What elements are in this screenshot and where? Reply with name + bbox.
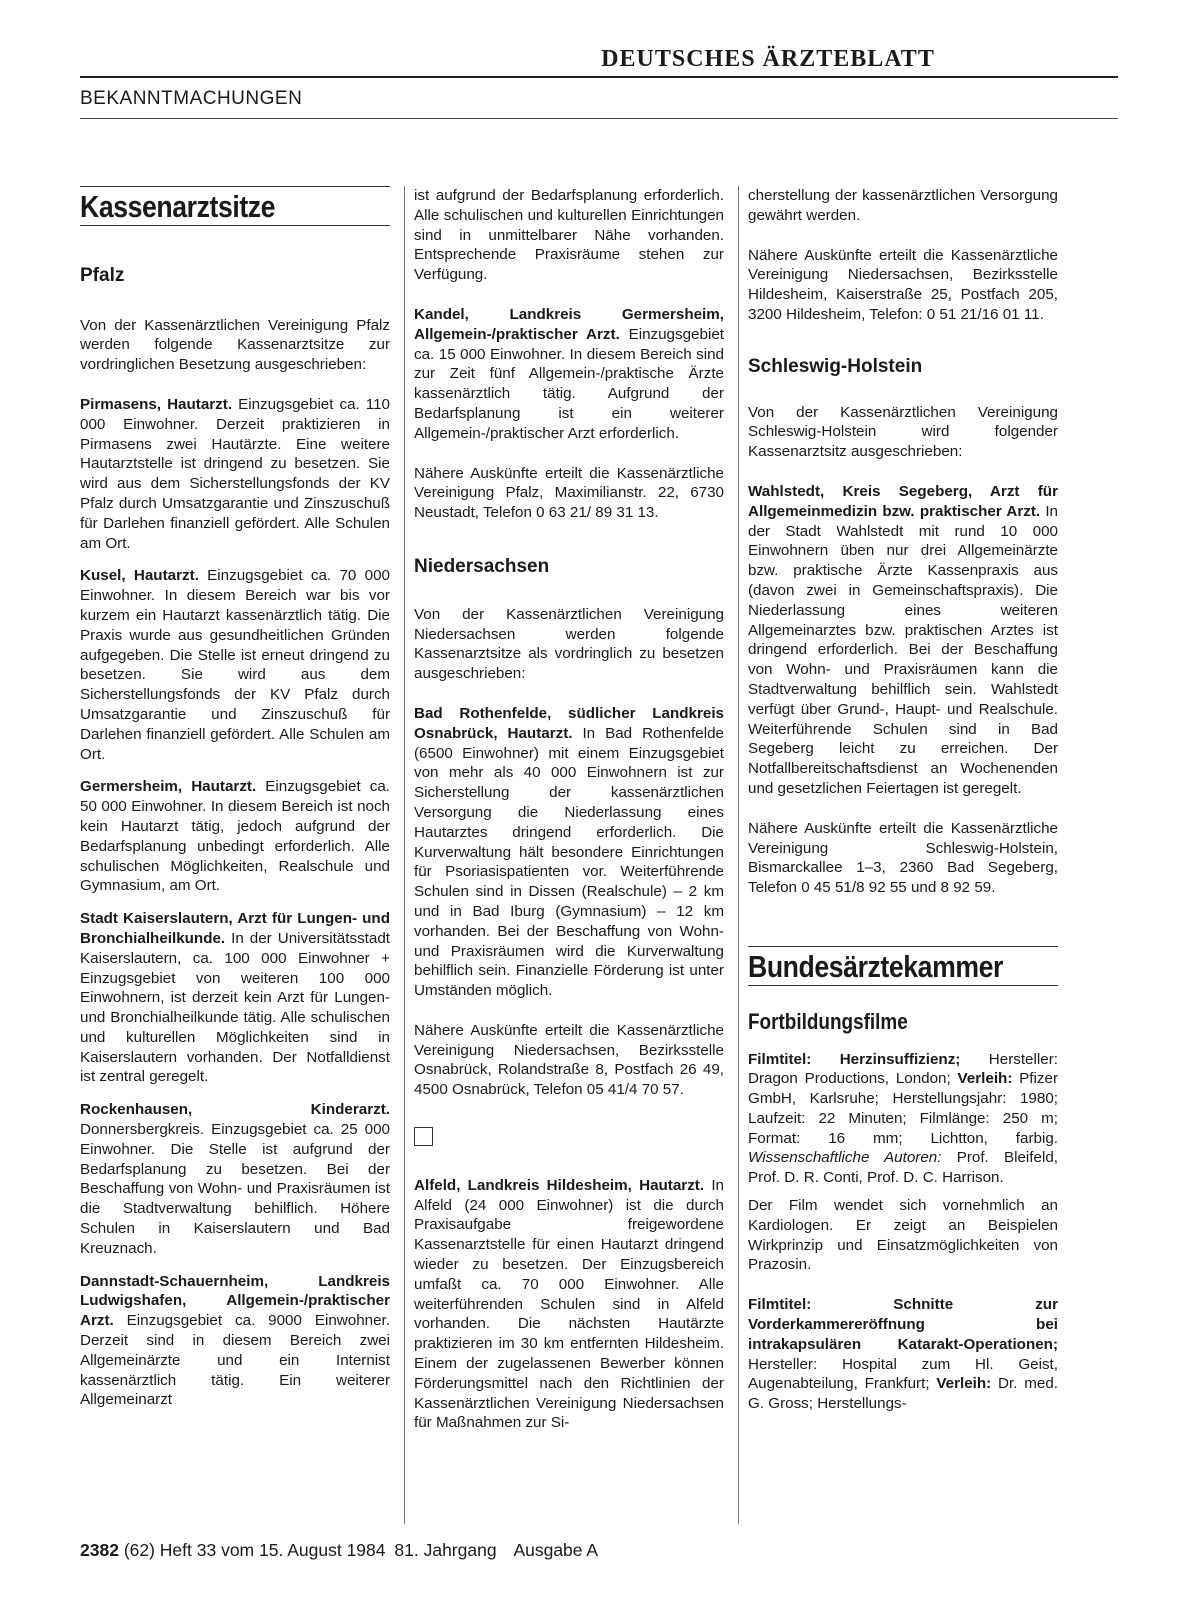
listing-germersheim: Germersheim, Hautarzt. Einzugsgebiet ca. 50 000 Einwohner. In diesem Bereich ist noch kein Hautarzt tätig, jedoch aufgrund der Bedarfsplanung unbedingt erforderlich. Alle schulischen Möglichkeiten, Realschule und Gymnasium, am Ort. [80, 778, 390, 895]
subhead-schleswig-holstein: Schleswig-Holstein [748, 355, 923, 377]
listing-kusel: Kusel, Hautarzt. Einzugsgebiet ca. 70 000 Einwohner. In diesem Bereich war bis vor kurzem ein Hautarzt kassenärztlich tätig. Die Praxis wurde aus gesundheitlichen Gründen aufgegeben. Die Stelle ist erneut dringend zu besetzen. Sie wird aus dem Sicherstellungsfonds der KV Pfalz durch Umsatzgarantie und Zinszuschuß für Darlehen finanziell gefördert. Alle Schulen am Ort. [80, 567, 390, 763]
subhead-niedersachsen: Niedersachsen [414, 555, 550, 577]
film-entry-katarakt: Filmtitel: Schnitte zur Vorderkammereröffnung bei intrakapsulären Katarakt-Operationen; Hersteller: Hospital zum Hl. Geist, Augenabteilung, Frankfurt; Verleih: Dr. med. G. Gross; Herstellungs- [748, 1296, 1058, 1413]
masthead-rule [80, 76, 1118, 78]
separator-box [414, 1127, 433, 1146]
edition-info: Ausgabe A [513, 1540, 599, 1560]
title-bundesaerztekammer: Bundesärztekammer [748, 948, 1003, 984]
contact-pfalz: Nähere Auskünfte erteilt die Kassenärztliche Vereinigung Pfalz, Maximilianstr. 22, 6730 Neustadt, Telefon 0 63 21/ 89 31 13. [414, 464, 724, 522]
listing-dannstadt: Dannstadt-Schauernheim, Landkreis Ludwigshafen, Allgemein-/praktischer Arzt. Einzugsgebiet ca. 9000 Einwohner. Derzeit sind in diesem Bereich zwei Allgemeinärzte und ein Internist kassenärztlich tätig. Ein weiterer Allgemeinarzt [80, 1272, 390, 1409]
paragraph: ist aufgrund der Bedarfsplanung erforderlich. Alle schulischen und kulturellen Einrichtungen sind in unmittelbarer Nähe vorhanden. Entsprechende Praxisräume stehen zur Verfügung. [414, 187, 724, 284]
section-rule [80, 118, 1118, 119]
paragraph: Von der Kassenärztlichen Vereinigung Schleswig-Holstein wird folgender Kassenarztsitz ausgeschrieben: [748, 403, 1058, 461]
column-2 [414, 186, 724, 1446]
title-rule-top [748, 946, 1058, 947]
title-rule-top [80, 186, 390, 187]
film-entry-herzinsuffizienz: Filmtitel: Herzinsuffizienz; Hersteller: Dragon Productions, London; Verleih: Pfizer GmbH, Karlsruhe; Herstellungsjahr: 1980; Laufzeit: 22 Minuten; Filmlänge: 250 m; Format: 16 mm; Lichtton, farbig. Wissenschaftliche Autoren: Prof. Bleifeld, Prof. D. R. Conti, Prof. D. C. Harrison. [748, 1050, 1059, 1187]
column-separator [738, 186, 739, 1524]
volume-info: 81. Jahrgang [394, 1540, 497, 1560]
paragraph: Von der Kassenärztlichen Vereinigung Pfalz werden folgende Kassenarztsitze zur vordringlichen Besetzung ausgeschrieben: [80, 316, 390, 374]
listing-pirmasens: Pirmasens, Hautarzt. Einzugsgebiet ca. 110 000 Einwohner. Derzeit praktizieren in Pirmasens zwei Hautärzte. Eine weitere Hautarztstelle ist dringend zu besetzen. Sie wird aus dem Sicherstellungsfonds der KV Pfalz durch Umsatzgarantie und Zinszuschuß für Darlehen finanziell gefördert. Alle Schulen am Ort. [80, 395, 390, 552]
contact-bad-segeberg: Nähere Auskünfte erteilt die Kassenärztliche Vereinigung Schleswig-Holstein, Bismarckallee 1–3, 2360 Bad Segeberg, Telefon 0 45 51/8 92 55 und 8 92 59. [748, 819, 1058, 897]
contact-osnabrueck: Nähere Auskünfte erteilt die Kassenärztliche Vereinigung Niedersachsen, Bezirksstelle Osnabrück, Rolandstraße 8, Postfach 26 49, 4500 Osnabrück, Telefon 05 41/4 70 57. [414, 1021, 724, 1099]
title-kassenarztsitze: Kassenarztsitze [80, 189, 276, 224]
page-number: 2382 [80, 1540, 119, 1560]
issue-info: (62) Heft 33 vom 15. August 1984 [123, 1540, 386, 1560]
film-description: Der Film wendet sich vornehmlich an Kardiologen. Er zeigt an Beispielen Wirkprinzip und Einsatzmöglichkeiten von Prazosin. [748, 1197, 1058, 1274]
subhead-pfalz: Pfalz [80, 264, 125, 286]
listing-wahlstedt: Wahlstedt, Kreis Segeberg, Arzt für Allgemeinmedizin bzw. praktischer Arzt. In der Stadt Wahlstedt mit rund 10 000 Einwohnern üben nur drei Allgemeinärzte bzw. praktische Ärzte Kassenpraxis aus (davon zwei in Gemeinschaftspraxis). Die Niederlassung eines weiteren Allgemeinarztes bzw. praktischen Arztes ist dringend erforderlich. Bei der Beschaffung von Wohn- und Praxisräumen kann die Stadtverwaltung behilflich sein. Wahlstedt verfügt über Grund-, Haupt- und Realschule. Weiterführende Schulen sind in Bad Segeberg leicht zu erreichen. Der Notfallbereitschaftsdienst an Wochenenden und gesetzlichen Feiertagen ist geregelt. [748, 482, 1059, 797]
listing-rockenhausen: Rockenhausen, Kinderarzt. Donnersbergkreis. Einzugsgebiet ca. 25 000 Einwohner. Die Stelle ist aufgrund der Bedarfsplanung zu besetzen. Bei der Beschaffung von Wohn- und Praxisräumen ist die Stadtverwaltung behilflich. Höhere Schulen in Kaiserslautern und Bad Kreuznach. [80, 1101, 390, 1257]
listing-kaiserslautern: Stadt Kaiserslautern, Arzt für Lungen- und Bronchialheilkunde. In der Universitätsstadt Kaiserslautern, ca. 100 000 Einwohner + Einzugsgebiet von weiteren 100 000 Einwohnern, ist derzeit kein Arzt für Lungen- und Bronchialheilkunde tätig. Alle schulischen und kulturellen Möglichkeiten sind in Kaiserslautern vorhanden. Der Notfalldienst ist zentral geregelt. [80, 910, 390, 1086]
paragraph: Von der Kassenärztlichen Vereinigung Niedersachsen werden folgende Kassenarztsitze als vordringlich zu besetzen ausgeschrieben: [414, 605, 724, 683]
masthead: DEUTSCHES ÄRZTEBLATT [601, 46, 935, 72]
title-rule-bottom [748, 985, 1058, 986]
listing-alfeld: Alfeld, Landkreis Hildesheim, Hautarzt. In Alfeld (24 000 Einwohner) ist die durch Praxisaufgabe freigewordene Kassenarztstelle für einen Hautarzt dringend wieder zu besetzen. Der Einzugsbereich umfaßt ca. 70 000 Einwohner. Alle weiterführenden Schulen sind in Alfeld vorhanden. Die nächsten Hautärzte praktizieren im 30 km entfernten Hildesheim. Einem der zugelassenen Bewerber können Förderungsmittel nach den Richtlinien der Kassenärztlichen Vereinigung Niedersachsen für Maßnahmen zur Si- [414, 1176, 724, 1432]
listing-kandel: Kandel, Landkreis Germersheim, Allgemein-/praktischer Arzt. Einzugsgebiet ca. 15 000 Einwohner. In diesem Bereich sind zur Zeit fünf Allgemein-/praktische Ärzte kassenärztlich tätig. Aufgrund der Bedarfsplanung ist ein weiterer Allgemein-/praktischer Arzt erforderlich. [414, 305, 724, 442]
column-1 [80, 186, 390, 1423]
listing-bad-rothenfelde: Bad Rothenfelde, südlicher Landkreis Osnabrück, Hautarzt. In Bad Rothenfelde (6500 Einwohner) mit einem Einzugsgebiet von mehr als 40 000 Einwohnern ist zur Sicherstellung der kassenärztlichen Versorgung die Niederlassung eines Hautarztes dringend erforderlich. Die Kurverwaltung hält besondere Einrichtungen für Psoriasispatienten vor. Weiterführende Schulen sind in Dissen (Realschule) – 2 km und in Bad Iburg (Gymnasium) – 12 km vorhanden. Bei der Beschaffung von Wohn- und Praxisräumen wird die Kurverwaltung behilflich sein. Finanzielle Förderung ist unter Umständen möglich. [414, 704, 724, 1000]
subhead-fortbildungsfilme: Fortbildungsfilme [748, 1008, 908, 1034]
paragraph: cherstellung der kassenärztlichen Versorgung gewährt werden. [748, 187, 1058, 224]
title-rule-bottom [80, 225, 390, 226]
contact-hildesheim: Nähere Auskünfte erteilt die Kassenärztliche Vereinigung Niedersachsen, Bezirksstelle Hildesheim, Kaiserstraße 25, Postfach 205, 3200 Hildesheim, Telefon: 0 51 21/16 01 11. [748, 246, 1058, 323]
column-3 [748, 186, 1058, 1427]
page-footer [80, 1540, 602, 1561]
section-label: BEKANNTMACHUNGEN [80, 88, 303, 109]
column-separator [404, 186, 405, 1524]
